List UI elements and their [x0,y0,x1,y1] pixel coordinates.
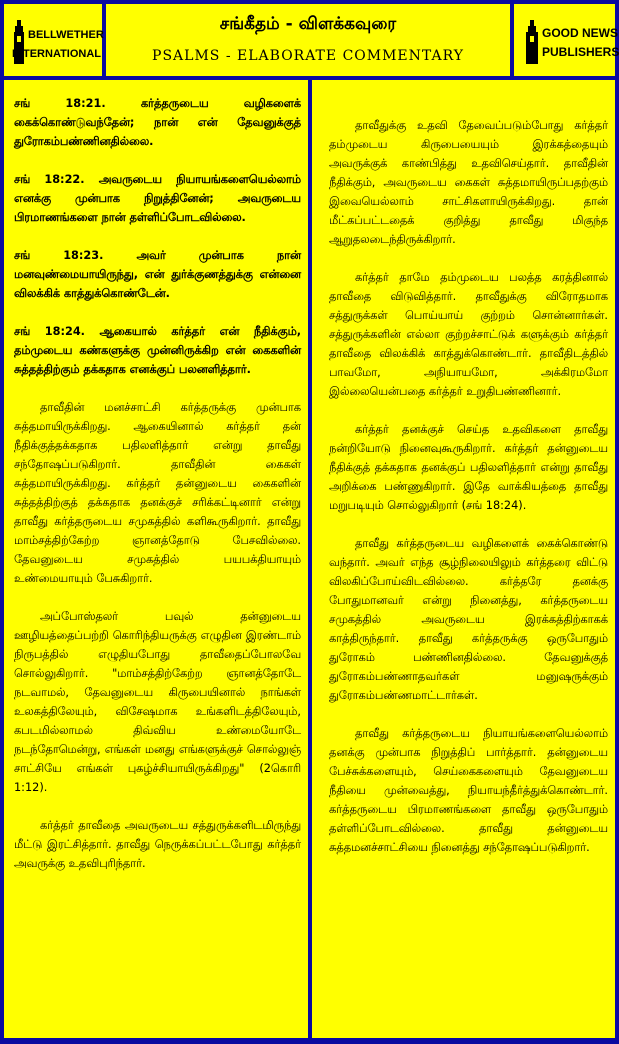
commentary-paragraph: தாவீது கர்த்தருடைய நியாயங்களையெல்லாம் தனக்கு முன்பாக நிறுத்திப் பார்த்தார். தன்னுடைய பேச்சுக்களையும், செய்கைகளையும் தேவனுடைய நீதியை முன்வைத்து, நியாயந்தீர்த்துக்கொண்டார். கர்த்தருடைய பிரமாணங்களை தாவீது ஒருபோதும் தள்ளிப்போடவில்லை. தாவீது தன்னுடைய சுத்தமனச்சாட்சியை நினைத்து சந்தோஷப்படுகிறார். [329,727,608,854]
good-news-line1: GOOD NEWS [542,26,619,40]
good-news-logo [514,4,619,76]
bellwether-logo [4,4,102,76]
title-english: PSALMS - ELABORATE COMMENTARY [152,48,464,64]
right-column [312,80,615,1038]
commentary-paragraph: தாவீதின் மனச்சாட்சி கர்த்தருக்கு முன்பாக சுத்தமாயிருக்கிறது. ஆகையினால் கர்த்தர் தன் நீதிக்குத்தக்கதாக பதிலளித்தார் என்று தாவீது சந்தோஷப்படுகிறார். தாவீதின் கைகள் சுத்தமாயிருக்கிறது. கர்த்தர் தன்னுடைய கைகளின் சுத்தத்திற்குத் தக்கதாக தனக்குச் சரிக்கட்டினார் என்று தாவீது கர்த்தருடைய சமுகத்தில் களிகூருகிறார். தாவீது மாம்சத்திற்கேற்ற ஞானத்தோடு பேசவில்லை. தேவனுடைய சமுகத்தில் பயபக்தியாயும் உண்மையாயும் பேசுகிறார். [14,401,301,585]
title-tamil: சங்கீதம் - விளக்கவுரை [219,14,397,34]
tower-icon [524,20,540,64]
verse-18-21: சங் 18:21. கர்த்தருடைய வழிகளைக் கைக்கொண்டுவந்தேன்; நான் என் தேவனுக்குத் துரோகம்பண்ணினதில்லை. [14,97,301,148]
verse-18-22: சங் 18:22. அவருடைய நியாயங்களையெல்லாம் எனக்கு முன்பாக நிறுத்தினேன்; அவருடைய பிரமாணங்களை நான் தள்ளிப்போடவில்லை. [14,173,301,224]
verse-18-23: சங் 18:23. அவர் முன்பாக நான் மனவுண்மையாயிருந்து, என் துர்க்குணத்துக்கு என்னை விலக்கிக் காத்துக்கொண்டேன். [14,249,301,300]
commentary-paragraph: கர்த்தர் தாமே தம்முடைய பலத்த கரத்தினால் தாவீதை விடுவித்தார். தாவீதுக்கு விரோதமாக சத்துருக்கள் பொய்யாய் குற்றம் சொன்னார்கள். சத்துருக்களின் எல்லா குற்றச்சாட்டுக் களுக்கும் கர்த்தர் தாவீதை விலக்கிக் காத்துக்கொண்டார். தாவீதிடத்தில் பாவமோ, அநியாயமோ, அக்கிரமமோ இல்லையென்பதை கர்த்தர் உறுதிபண்ணினார். [329,271,608,398]
bellwether-line2: INTERNATIONAL [12,48,102,60]
commentary-paragraph: தாவீதுக்கு உதவி தேவைப்படும்போது கர்த்தர் தம்முடைய கிருபையையும் இரக்கத்தையும் அவருக்குக் காண்பித்து உதவிசெய்தார். தாவீதின் நீதிக்கும், அவருடைய கைகள் சுத்தமாயிருப்பதற்கும் இவையெல்லாம் சாட்சிகளாயிருக்கிறது. தான் மீட்கப்பட்டதைக் குறித்து தாவீது மிகுந்த ஆறுதலடைந்திருக்கிறார். [329,119,608,246]
commentary-paragraph: கர்த்தர் தனக்குச் செய்த உதவிகளை தாவீது நன்றியோடு நினைவுகூருகிறார். கர்த்தர் தன்னுடைய நீதிக்குத் தக்கதாக தனக்குப் பதிலளித்தார் என்று தாவீது அறிக்கை பண்ணுகிறார். இதே வாக்கியத்தை தாவீது மறுபடியும் சொல்லுகிறார் (சங் 18:24). [329,423,608,512]
commentary-paragraph: அப்போஸ்தலர் பவுல் தன்னுடைய ஊழியத்தைப்பற்றி கொரிந்தியருக்கு எழுதின இரண்டாம் நிருபத்தில் எழுதியபோது தாவீதைப்போலவே சொல்லுகிறார். "மாம்சத்திற்கேற்ற ஞானத்தோடே நடவாமல், தேவனுடைய கிருபையினால் நாங்கள் உலகத்திலேயும், விசேஷமாக உங்களிடத்திலேயும், கபடமில்லாமல் திவ்விய உண்மையோடே நடந்தோமென்று, எங்கள் மனது எங்களுக்குச் சொல்லுஞ் சாட்சியே எங்கள் புகழ்ச்சியாயிருக்கிறது" (2கொரி 1:12). [14,610,301,794]
commentary-paragraph: கர்த்தர் தாவீதை அவருடைய சத்துருக்களிடமிருந்து மீட்டு இரட்சித்தார். தாவீது நெருக்கப்பட்டபோது கர்த்தர் அவருக்கு உதவிபுரிந்தார். [14,819,301,870]
title-banner [106,4,510,76]
bellwether-line1: BELLWETHER [28,29,104,41]
left-column [4,80,308,1038]
commentary-paragraph: தாவீது கர்த்தருடைய வழிகளைக் கைக்கொண்டு வந்தார். அவர் எந்த சூழ்நிலையிலும் கர்த்தரை விட்டு விலகிப்போய்விடவில்லை. கர்த்தரே தனக்கு போதுமானவர் என்று நினைத்து, கர்த்தருடைய சமுகத்தில் அவருடைய இரக்கத்திற்காகக் காத்திருந்தார். தாவீது கர்த்தருக்கு ஒருபோதும் துரோகம் பண்ணினதில்லை. தேவனுக்குத் துரோகம்பண்ணாதவர்கள் மனுஷருக்கும் துரோகம்பண்ணமாட்டார்கள். [329,537,608,702]
verse-18-24: சங் 18:24. ஆகையால் கர்த்தர் என் நீதிக்கும், தம்முடைய கண்களுக்கு முன்னிருக்கிற என் கைகளின் சுத்தத்திற்கும் தக்கதாக எனக்குப் பலனளித்தார். [14,325,301,376]
good-news-line2: PUBLISHERS [542,45,619,59]
